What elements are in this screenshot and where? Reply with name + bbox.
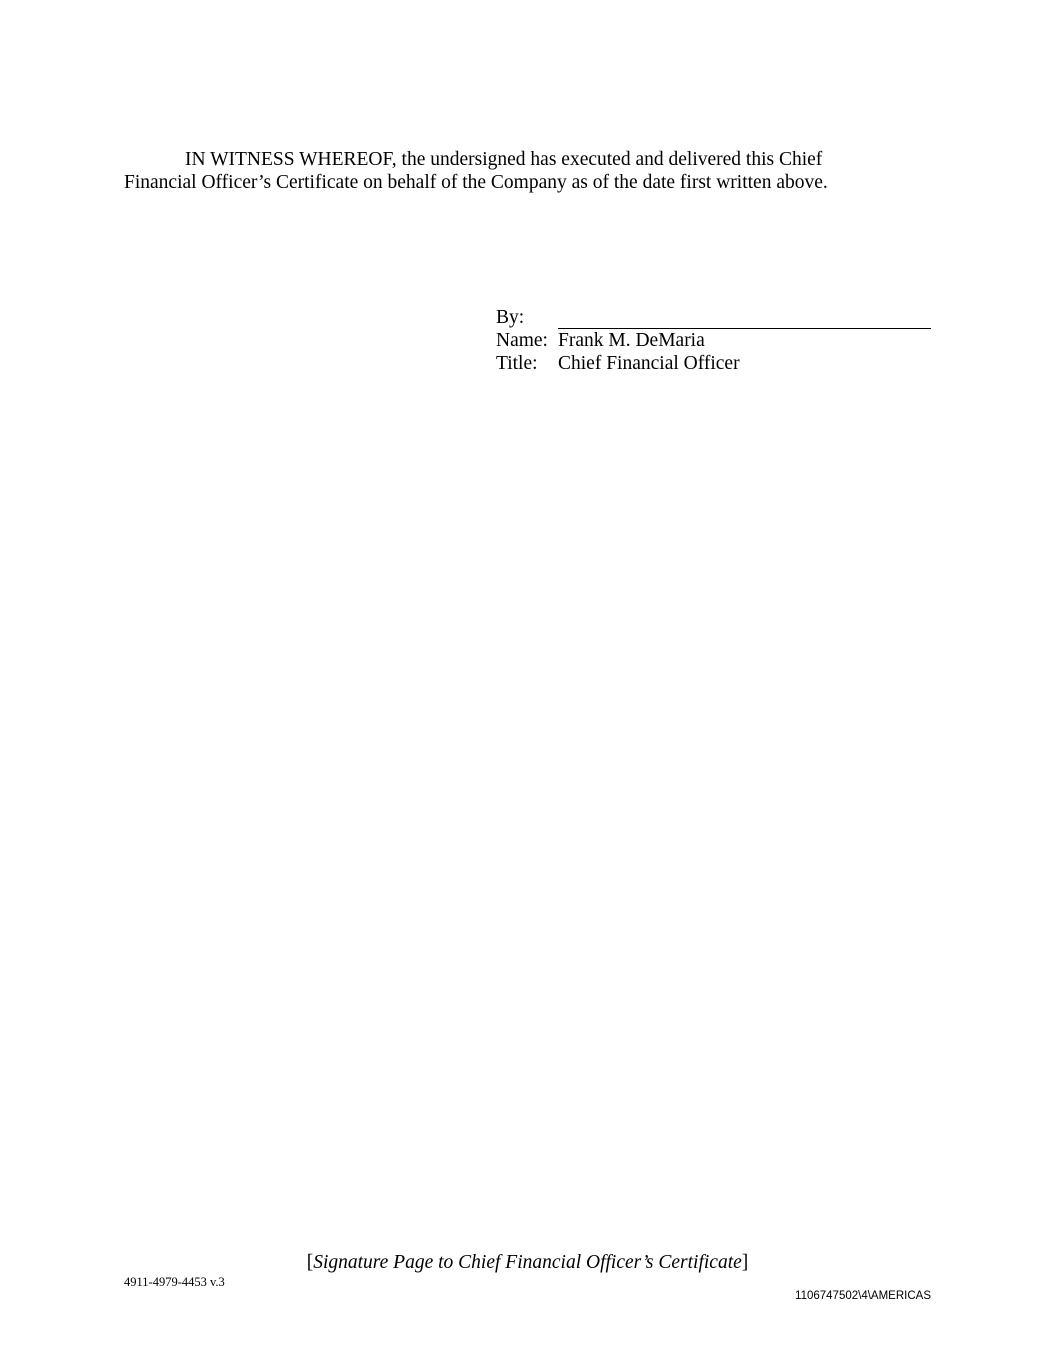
signature-by-row — [496, 306, 931, 329]
document-id-right: 1106747502\4\AMERICAS — [795, 1290, 931, 1302]
witness-paragraph-line-1: IN WITNESS WHEREOF, the undersigned has executed and delivered this Chief — [185, 149, 823, 170]
document-id-left: 4911-4979-4453 v.3 — [124, 1275, 225, 1289]
caption-close-bracket: ] — [741, 1252, 749, 1273]
name-label: Name: — [496, 330, 548, 351]
signature-page-caption — [0, 1251, 1055, 1274]
signer-name: Frank M. DeMaria — [558, 330, 705, 351]
caption-open-bracket: [ — [306, 1252, 314, 1273]
signature-name-row — [496, 329, 931, 352]
signature-block — [496, 306, 931, 375]
by-label: By: — [496, 307, 525, 328]
signer-title: Chief Financial Officer — [558, 353, 740, 374]
signature-line — [558, 308, 931, 329]
witness-paragraph — [124, 148, 884, 194]
caption-text: Signature Page to Chief Financial Officer’s Certificate — [313, 1252, 742, 1273]
title-label: Title: — [496, 353, 538, 374]
witness-paragraph-line-2: Financial Officer’s Certificate on behalf of the Company as of the date first written above. — [124, 172, 828, 193]
signature-title-row — [496, 352, 931, 375]
